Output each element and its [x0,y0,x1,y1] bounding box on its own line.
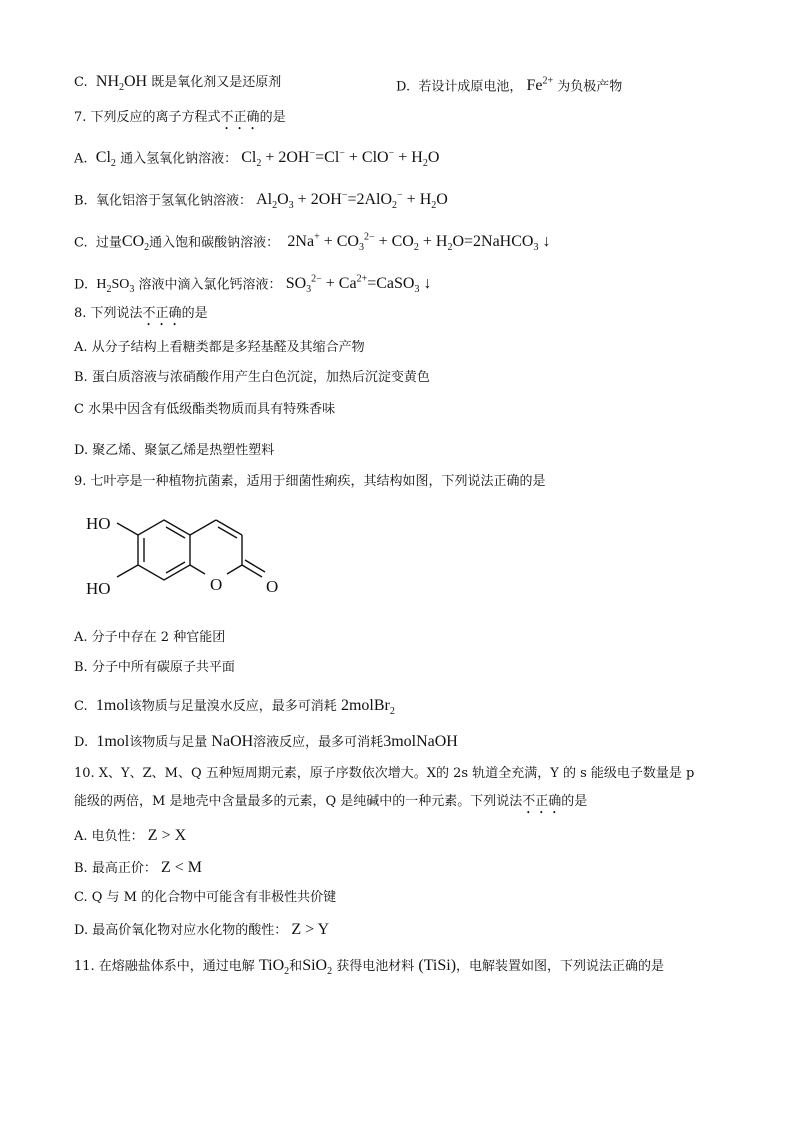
q8-option-c: C 水果中因含有低级酯类物质而具有特殊香味 [74,402,336,417]
q7-option-c: C. 过量$CO_2$通入饱和碳酸钠溶液： $2Na^+ + CO_3^{2-} + CO_2$ + $H_2O=2NaHCO_3$ ↓ [74,232,551,254]
q7-option-d: D. $H_2SO_3$ 溶液中滴入氯化钙溶液： $SO_3^{2-}$ + $Ca^{2+}=CaSO_3$ ↓ [74,274,432,296]
q9-stem: 9. 七叶亭是一种植物抗菌素，适用于细菌性痢疾，其结构如图，下列说法正确的是 [74,474,546,489]
q10-stem-line2: 能级的两倍，M 是地壳中含量最多的元素，Q 是纯碱中的一种元素。下列说法不正确的是 [74,794,588,809]
q10-option-c: C. Q 与 M 的化合物中可能含有非极性共价键 [74,890,337,905]
esculetin-structure [84,508,304,608]
q10-option-b: B. 最高正价： Z < M [74,859,202,876]
option-text: 既是氧化剂又是还原剂 [151,75,282,90]
oh-label-top: HO [86,514,111,533]
q7-stem: 7. 下列反应的离子方程式不正确的是 [74,110,286,125]
q11-stem: 11. 在熔融盐体系中，通过电解 TiO$_2$和SiO$_2$ 获得电池材料 (TiSi)，电解装置如图，下列说法正确的是 [74,957,665,978]
equation-a: $Cl_2 + 2OH^-=Cl^- + ClO^- + H_2O$ [241,148,440,170]
carbonyl-oxygen-label: O [266,577,279,596]
q7-option-b: B. 氧化铝溶于氢氧化钠溶液： $Al_2O_3 + 2OH^-=2AlO_2^- + H_2O$ [74,190,448,212]
q8-option-a: A. 从分子结构上看糖类都是多羟基醛及其缩合产物 [74,340,365,355]
equation-d: $SO_3^{2-}$ + $Ca^{2+}=CaSO_3$ ↓ [285,274,432,296]
q6-option-c [74,72,281,98]
q10-option-a: A. 电负性： Z > X [74,827,187,844]
molecule-bonds [117,520,265,580]
q9-option-c: C. 1mol该物质与足量溴水反应，最多可消耗 2molBr$_2$ [74,697,395,718]
q9-option-d: D. 1mol该物质与足量 NaOH溶液反应，最多可消耗3molNaOH [74,733,458,750]
oh-label-bottom: HO [86,579,111,598]
q10-stem-line1: 10. X、Y、Z、M、Q 五种短周期元素，原子序数依次增大。X的 2s 轨道全充满，Y 的 s 能级电子数量是 p [74,766,695,781]
q9-option-a: A. 分子中存在 2 种官能团 [74,630,226,645]
q8-option-b: B. 蛋白质溶液与浓硝酸作用产生白色沉淀，加热后沉淀变黄色 [74,370,430,385]
option-label: C. [74,75,88,90]
reagent-br2: 2molBr$_2$ [340,697,395,718]
q8-stem: 8. 下列说法不正确的是 [74,306,208,321]
q6-option-d: D. 若设计成原电池， $Fe^{2+}$ 为负极产物 [396,76,623,95]
equation-b: $Al_2O_3 + 2OH^-=2AlO_2^- + H_2O$ [256,190,448,212]
ion-fe2: $Fe^{2+}$ [526,76,554,95]
q10-option-d: D. 最高价氧化物对应水化物的酸性： Z > Y [74,921,330,938]
q9-option-b: B. 分子中所有碳原子共平面 [74,660,235,675]
q8-option-d: D. 聚乙烯、聚氯乙烯是热塑性塑料 [74,443,275,458]
q7-option-a: A. $Cl_2$ 通入氢氧化钠溶液： $Cl_2 + 2OH^-=Cl^- + ClO^- + H_2O$ [74,148,440,170]
ring-oxygen-label: O [210,575,223,594]
equation-c: $2Na^+ + CO_3^{2-} + CO_2$ + $H_2O=2NaHCO_3$ ↓ [287,232,551,254]
formula-nh2oh: $NH_2OH$ [95,73,148,94]
